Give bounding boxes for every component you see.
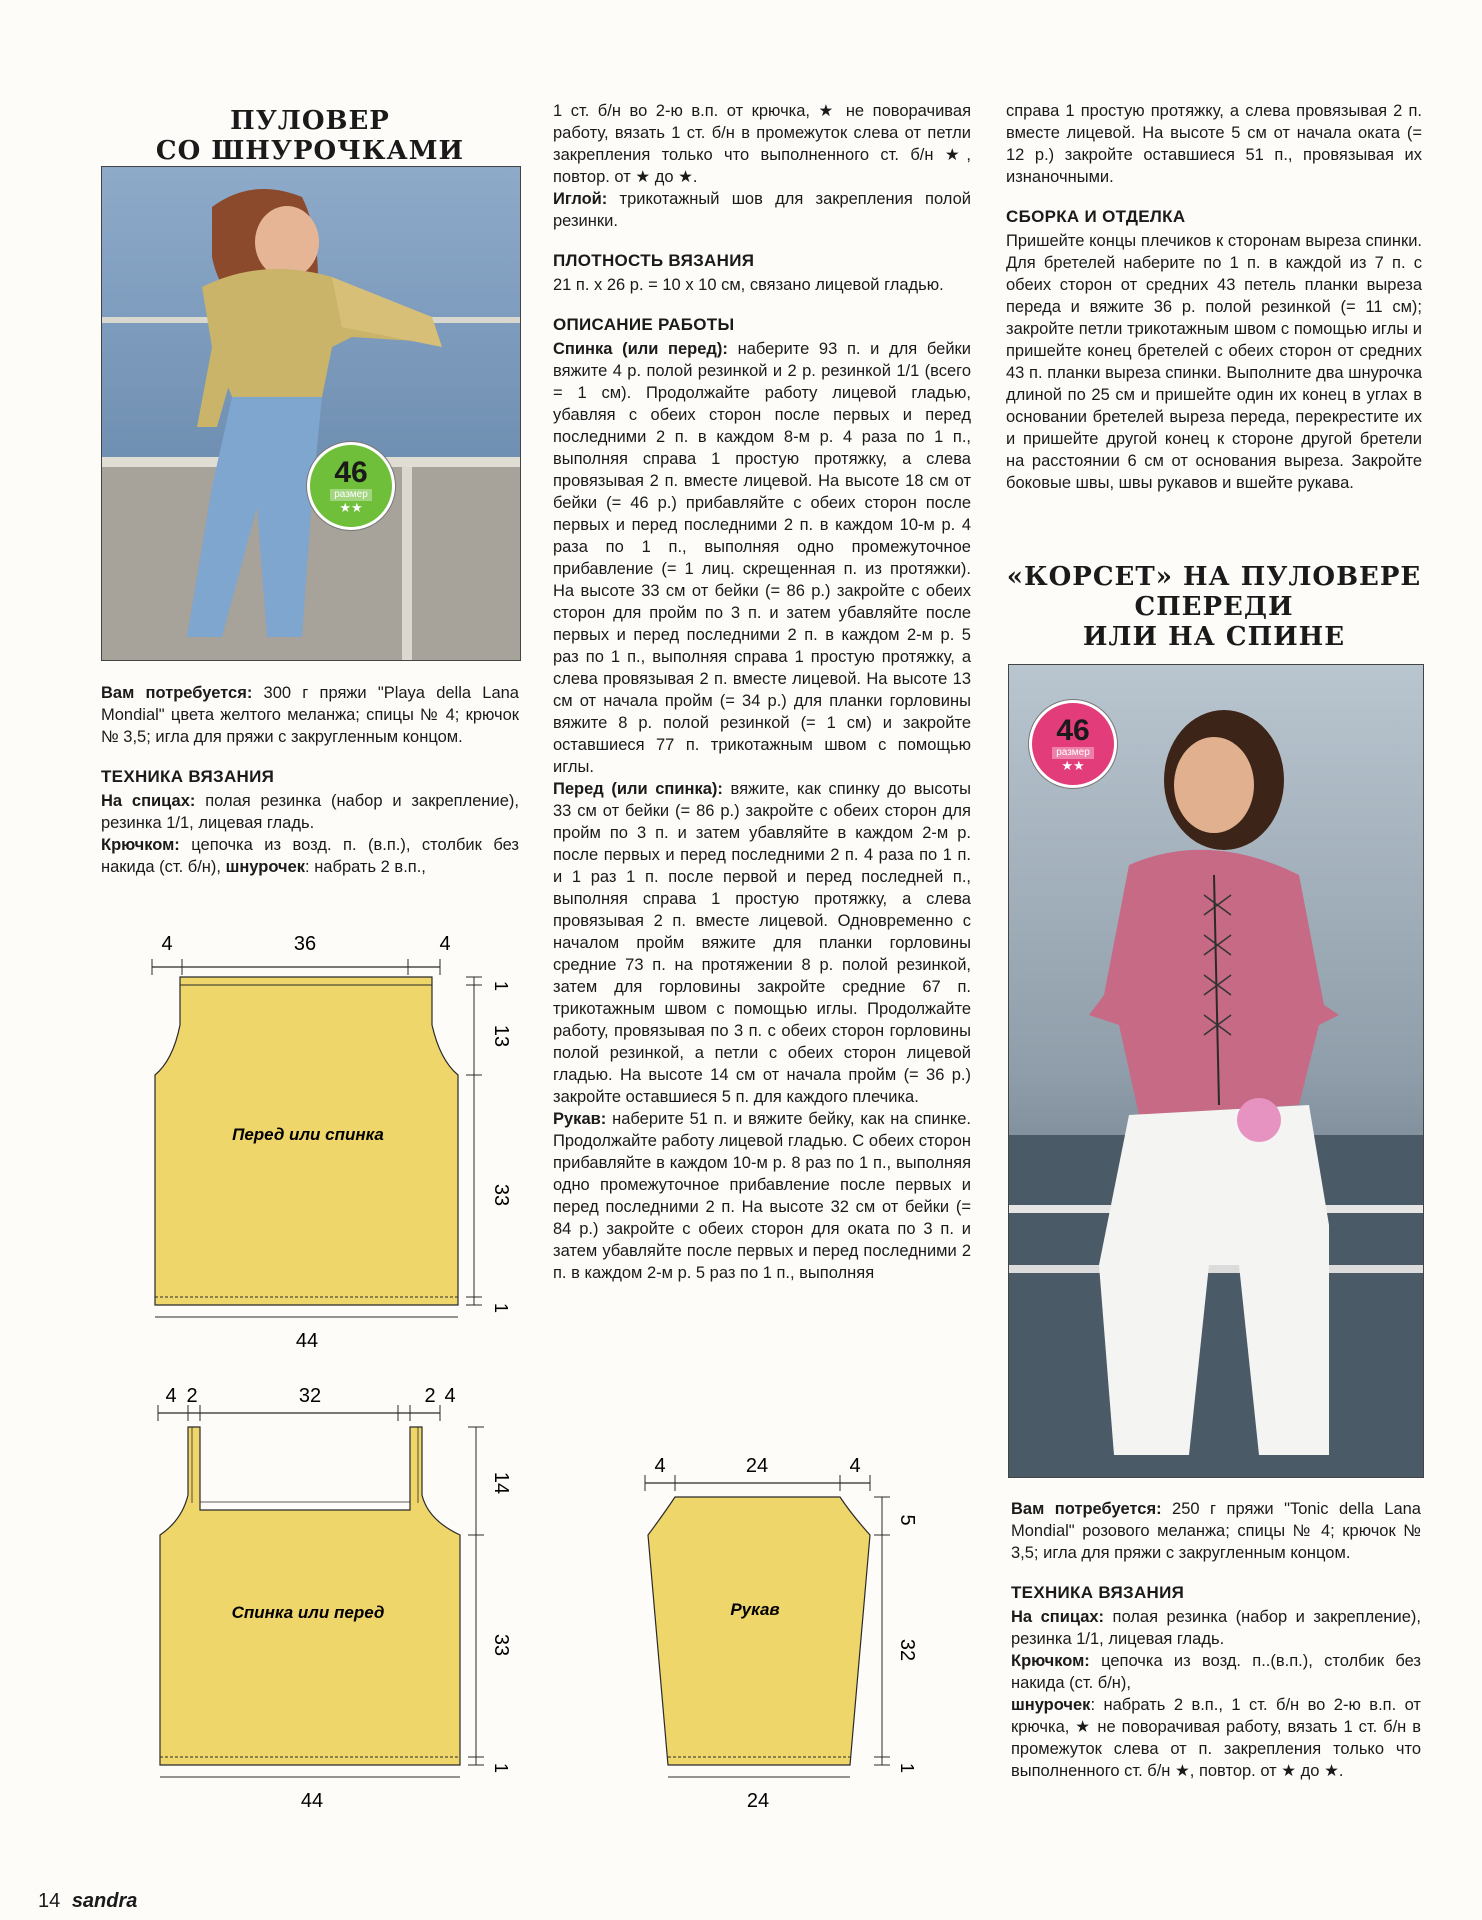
- magazine-brand: sandra: [71, 1890, 138, 1912]
- difficulty-stars: ★★: [339, 499, 363, 515]
- technique2-cord-text: : набрать 2 в.п., 1 ст. б/н во 2-ю в.п. от крючка, ★ не поворачивая работу, вязать 1 ст. б/н в промежуток слева от п. закрепления только что выполненного ст. б/н ★, повтор. от ★ до ★.: [1011, 1696, 1421, 1780]
- size-badge: [307, 442, 395, 530]
- materials2-text: 250 г пряжи "Tonic della Lana Mondial" розового меланжа; спицы № 4; крючок № 3,5; игла для пряжи с закругленным концом.: [1011, 1500, 1421, 1562]
- needle-label: Иглой:: [553, 190, 608, 208]
- materials-text: 300 г пряжи "Playa della Lana Mondial" цвета желтого меланжа; спицы № 4; крючок № 3,5; игла для пряжи с закругленным концом.: [101, 684, 519, 746]
- front-bottom-dim: 44: [295, 1330, 319, 1352]
- cord-continuation: 1 ст. б/н во 2-ю в.п. от крючка, ★ не поворачивая работу, вязать 1 ст. б/н в промежуток слева от петли закрепления только что выполненного ст. б/н ★, повтор. от ★ до ★.: [553, 102, 971, 186]
- front-h2-dim: 13: [490, 1024, 512, 1048]
- article2-photo: [1008, 664, 1424, 1478]
- technique2-needles-text: полая резинка (набор и закрепление), резинка 1/1, лицевая гладь.: [1011, 1608, 1421, 1648]
- technique2-needles-label: На спицах:: [1011, 1608, 1105, 1626]
- front-top-mid-dim: 36: [293, 933, 317, 955]
- sleeve-h2-dim: 32: [896, 1638, 918, 1662]
- article2-text: [1011, 1498, 1421, 1782]
- article1-title-line2: СО ШНУРОЧКАМИ: [155, 136, 465, 166]
- sleeve-schema-label: Рукав: [730, 1600, 780, 1619]
- front-h1-dim: 1: [491, 980, 511, 992]
- article2-title: [1006, 562, 1422, 652]
- size-badge-number: 46: [334, 455, 368, 489]
- back-h1-dim: 14: [490, 1471, 512, 1495]
- materials2-label: Вам потребуется:: [1011, 1500, 1162, 1518]
- technique-cord-text: : набрать 2 в.п.,: [305, 858, 426, 876]
- column1-text: [101, 682, 519, 878]
- sleeve-instructions: [553, 1108, 971, 1284]
- back-text: наберите 93 п. и для бейки вяжите 4 р. полой резинкой и 2 р. резинкой 1/1 (всего = 1 см). Продолжайте работу лицевой гладью, убавляя с обеих сторон после первых и перед последними 2 п. в каждом 8-м р. 4 раза по 1 п., выполняя справа 1 простую протяжку, а слева провязывая 2 п. вместе лицевой. На высоте 18 см от бейки (= 46 р.) прибавляйте с обеих сторон после первых и перед последними 2 п. в каждом 10-м р. 4 раза по 1 п., выполняя одно промежуточное прибавление (= 1 лиц. скрещенная п. из протяжки). На высоте 33 см от бейки (= 86 р.) закройте с обеих сторон для пройм по 3 п. и затем убавляйте после первых и перед последними 2 п. в каждом 2-м р. 5 раз по 1 п., выполняя справа 1 простую протяжку, а слева провязывая 2 п. вместе лицевой. На высоте 13 см от начала пройм (= 34 р.) для планки горловины вяжите 8 р. полой резинкой (= 1 см) и закройте оставшиеся 77 п. трикотажным швом с помощью иглы.: [553, 340, 971, 776]
- needle-technique: [553, 188, 971, 232]
- sleeve-h1-dim: 5: [896, 1514, 918, 1526]
- size-badge-2-number: 46: [1056, 713, 1090, 747]
- technique2-hook: [1011, 1650, 1421, 1694]
- sleeve-h3-dim: 1: [897, 1762, 917, 1774]
- sleeve-continuation: справа 1 простую протяжку, а слева провязывая 2 п. вместе лицевой. На высоте 5 см от начала оката (= 12 р.) закройте оставшиеся 51 п., провязывая их изнаночными.: [1006, 102, 1422, 186]
- size-badge-label: размер: [330, 489, 372, 501]
- column2-text: [553, 100, 971, 1284]
- size-badge-2-label: размер: [1052, 747, 1094, 759]
- front-schema-label: Перед или спинка: [232, 1125, 384, 1144]
- assembly-text: Пришейте концы плечиков к сторонам выреза спинки. Для бретелей наберите по 1 п. в каждой из 7 п. с обеих сторон от средних 43 петель планки выреза переда и вяжите 36 р. полой резинкой (= 11 см); закройте петли трикотажным швом с помощью иглы и пришейте конец бретелей с обеих сторон от средних 43 п. планки выреза спинки. Выполните два шнурочка длиной по 25 см и пришейте один их конец в углах в основании бретелей выреза переда, перекрестите их и пришейте другой конец к стороне другой бретели на расстоянии 6 см от основания выреза. Закройте боковые швы, швы рукавов и вшейте рукава.: [1006, 232, 1422, 492]
- article1-title: [100, 106, 520, 166]
- technique2-cord: [1011, 1694, 1421, 1782]
- back-top-r2-dim: 4: [444, 1385, 456, 1407]
- density-heading: ПЛОТНОСТЬ ВЯЗАНИЯ: [553, 251, 755, 270]
- technique2-hook-text: цепочка из возд. п..(в.п.), столбик без накида (ст. б/н),: [1011, 1652, 1421, 1692]
- technique-needles-label: На спицах:: [101, 792, 196, 810]
- size-badge-2: [1029, 700, 1117, 788]
- front-h4-dim: 1: [491, 1302, 511, 1314]
- front-instructions: [553, 778, 971, 1108]
- back-h2-dim: 33: [490, 1633, 512, 1657]
- technique2-heading: ТЕХНИКА ВЯЗАНИЯ: [1011, 1583, 1185, 1602]
- article1-title-line1: ПУЛОВЕР: [230, 106, 390, 136]
- back-top-r1-dim: 2: [424, 1385, 436, 1407]
- schema-front: [140, 925, 520, 1355]
- page-footer: [38, 1890, 137, 1913]
- article2-title-line2: СПЕРЕДИ: [1134, 592, 1294, 622]
- column3-text: [1006, 100, 1422, 494]
- technique-hook: [101, 834, 519, 878]
- technique-hook-text: цепочка из возд. п. (в.п.), столбик без накида (ст. б/н),: [101, 836, 519, 876]
- schema-sleeve: [630, 1445, 920, 1815]
- front-text: вяжите, как спинку до высоты 33 см от бейки (= 86 р.) закройте с обеих сторон для пройм по 3 п. и затем убавляйте в каждом 2-м р. после первых и перед последними 2 п. 4 раза по 1 п. и 1 раз 1 п. после первой и перед последней п., выполняя справа 1 простую протяжку, а слева провязывая 2 п. вместе лицевой. Одновременно с началом пройм вяжите для планки горловины средние 73 п. на протяжении 8 р. полой резинкой, затем для горловины закройте средние 67 п. трикотажным швом с помощью иглы. Продолжайте работу, провязывая по 3 п. с обеих сторон горловины полой резинкой, а петли с обеих сторон лицевой гладью. На высоте 14 см от начала пройм (= 36 р.) закройте оставшиеся 5 п. для каждого плечика.: [553, 780, 971, 1106]
- work-heading: ОПИСАНИЕ РАБОТЫ: [553, 315, 735, 334]
- front-top-right-dim: 4: [439, 933, 451, 955]
- technique-heading: ТЕХНИКА ВЯЗАНИЯ: [101, 767, 275, 786]
- back-top-l1-dim: 4: [165, 1385, 177, 1407]
- back-top-l2-dim: 2: [186, 1385, 198, 1407]
- article2-title-line3: ИЛИ НА СПИНЕ: [1082, 622, 1346, 652]
- page-number: 14: [38, 1890, 61, 1912]
- back-instructions: [553, 338, 971, 778]
- technique-hook-label: Крючком:: [101, 836, 180, 854]
- sleeve-top-mid-dim: 24: [745, 1455, 769, 1477]
- sleeve-text: наберите 51 п. и вяжите бейку, как на спинке. Продолжайте работу лицевой гладью. С обеих сторон прибавляйте в каждом 10-м р. 8 раз по 1 п., выполняя одно промежуточное прибавление после первых и перед последними 2 п. На высоте 32 см от бейки (= 84 р.) закройте с обеих сторон для оката по 3 п. и затем убавляйте после первых и перед последними 2 п. в каждом 2-м р. 5 раз по 1 п., выполняя: [553, 1110, 971, 1282]
- technique-needles-text: полая резинка (набор и закрепление), резинка 1/1, лицевая гладь.: [101, 792, 520, 832]
- back-label: Спинка (или перед):: [553, 340, 728, 358]
- difficulty-stars-2: ★★: [1061, 757, 1085, 773]
- sleeve-top-left-dim: 4: [654, 1455, 666, 1477]
- front-label: Перед (или спинка):: [553, 780, 723, 798]
- technique-cord-label: шнурочек: [225, 858, 306, 876]
- back-top-mid-dim: 32: [298, 1385, 322, 1407]
- technique2-cord-label: шнурочек: [1011, 1696, 1091, 1714]
- back-h3-dim: 1: [491, 1762, 511, 1774]
- front-top-left-dim: 4: [161, 933, 173, 955]
- sleeve-top-right-dim: 4: [849, 1455, 861, 1477]
- front-h3-dim: 33: [490, 1183, 512, 1207]
- needle-text: трикотажный шов для закрепления полой резинки.: [553, 190, 971, 230]
- article1-photo: [101, 166, 521, 661]
- back-bottom-dim: 44: [300, 1790, 324, 1812]
- assembly-heading: СБОРКА И ОТДЕЛКА: [1006, 207, 1186, 226]
- schema-back: [140, 1375, 520, 1815]
- technique2-hook-label: Крючком:: [1011, 1652, 1090, 1670]
- article2-title-line1: «КОРСЕТ» НА ПУЛОВЕРЕ: [1006, 562, 1422, 592]
- materials-paragraph: [101, 682, 519, 748]
- technique-needles: [101, 790, 519, 834]
- density-text: 21 п. х 26 р. = 10 х 10 см, связано лицевой гладью.: [553, 276, 944, 294]
- article1-photo-image: [102, 167, 520, 660]
- materials-label: Вам потребуется:: [101, 684, 253, 702]
- sleeve-bottom-dim: 24: [746, 1790, 770, 1812]
- technique2-needles: [1011, 1606, 1421, 1650]
- materials2-paragraph: [1011, 1498, 1421, 1564]
- sleeve-label: Рукав:: [553, 1110, 607, 1128]
- back-schema-label: Спинка или перед: [231, 1603, 385, 1622]
